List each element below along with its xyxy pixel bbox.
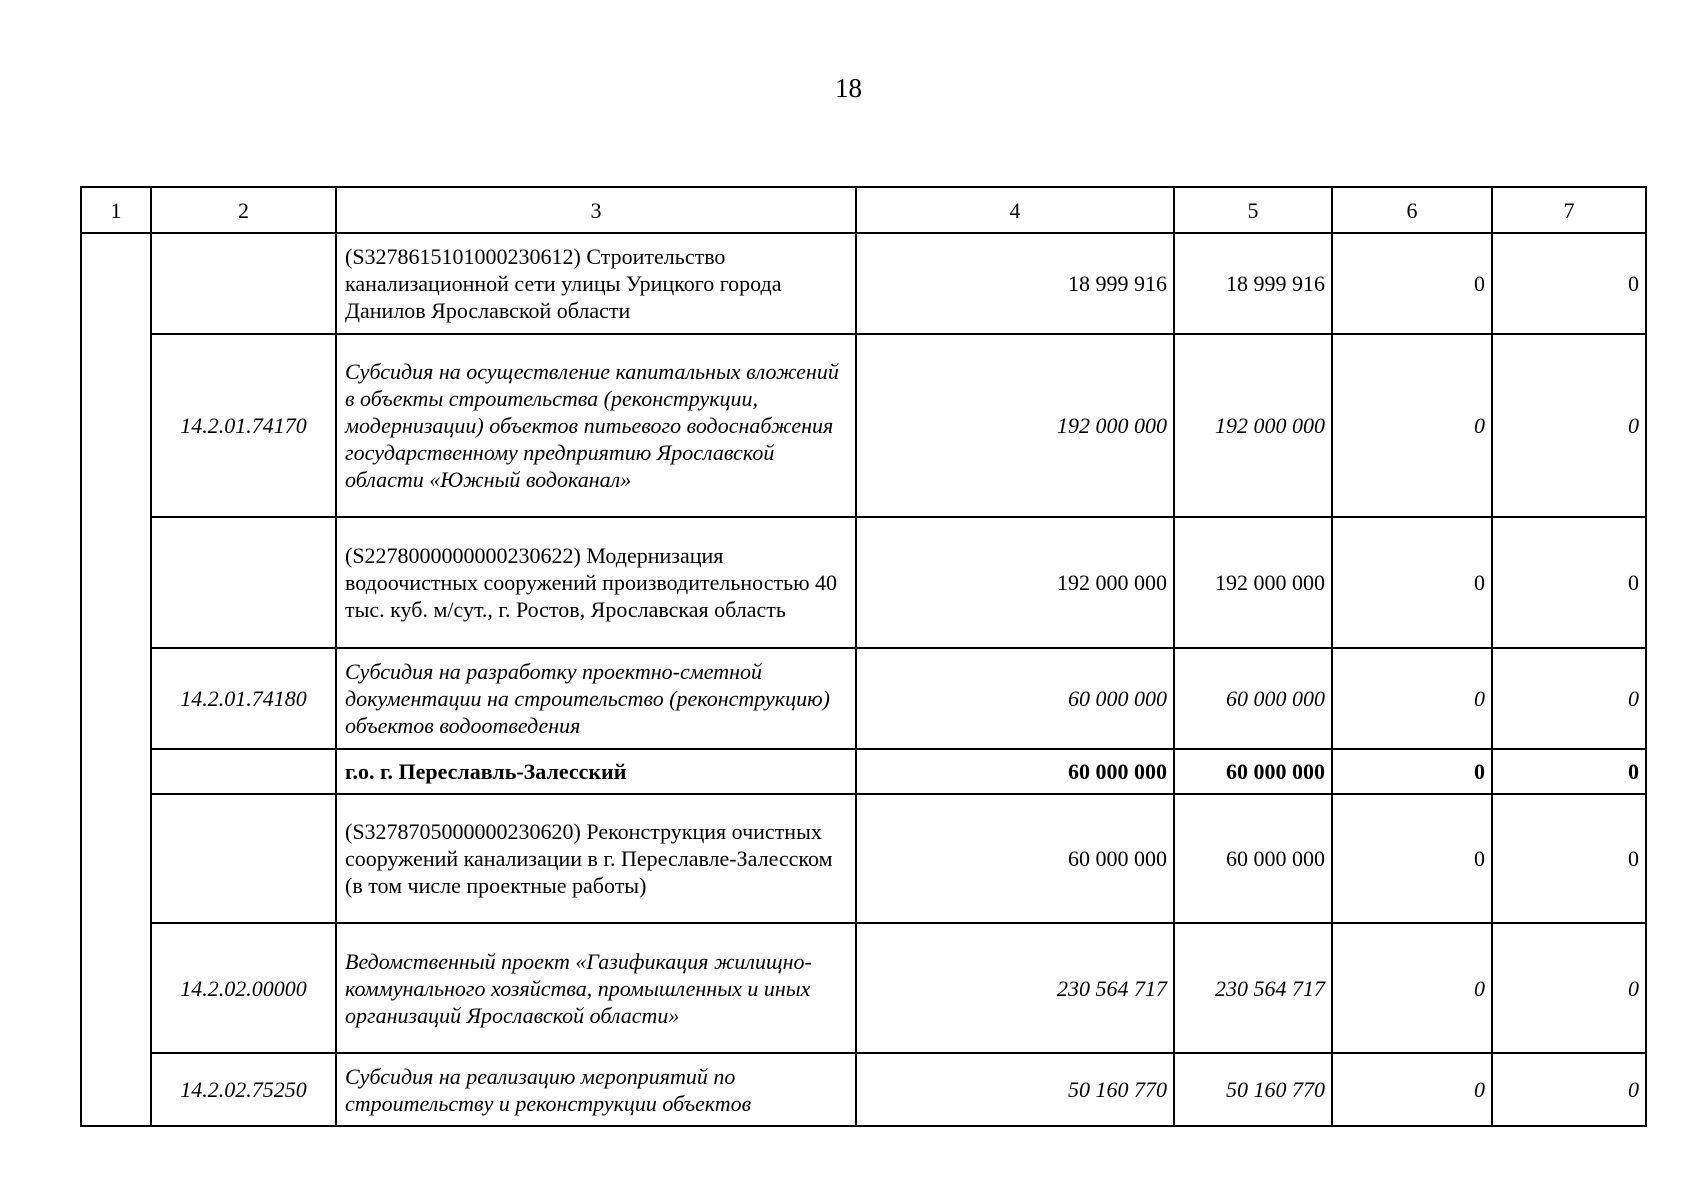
row-name: (S327861510100023061​2) Строительство канализационной сети улицы Урицкого города Данилов Ярославской области [336, 233, 856, 334]
row-code: 14.2.02.75250 [151, 1053, 336, 1126]
row-value-col7: 0 [1492, 749, 1646, 794]
row-code: 14.2.02.00000 [151, 923, 336, 1053]
row-value-col4: 230 564 717 [856, 923, 1174, 1053]
row-value-col4: 60 000 000 [856, 749, 1174, 794]
row-value-col6: 0 [1332, 923, 1492, 1053]
row-value-col7: 0 [1492, 648, 1646, 749]
row-value-col7: 0 [1492, 923, 1646, 1053]
page-number: 18 [835, 73, 862, 103]
table-row [81, 334, 1646, 517]
header-col-7: 7 [1492, 187, 1646, 233]
table-row [81, 794, 1646, 923]
row-value-col4: 50 160 770 [856, 1053, 1174, 1126]
row-code [151, 233, 336, 334]
row-code: 14.2.01.74170 [151, 334, 336, 517]
row-value-col4: 60 000 000 [856, 794, 1174, 923]
row-value-col6: 0 [1332, 794, 1492, 923]
row-value-col6: 0 [1332, 517, 1492, 648]
row-value-col7: 0 [1492, 1053, 1646, 1126]
table-row [81, 749, 1646, 794]
row-value-col4: 60 000 000 [856, 648, 1174, 749]
header-col-4: 4 [856, 187, 1174, 233]
table-row [81, 923, 1646, 1053]
row-name: Субсидия на осуществление капитальных вложений в объекты строительства (реконструкции, модернизации) объектов питьевого водоснабжения государственному предприятию Ярославской области «Южный водоканал» [336, 334, 856, 517]
table-header-row [81, 187, 1646, 233]
row-value-col6: 0 [1332, 334, 1492, 517]
header-col-6: 6 [1332, 187, 1492, 233]
row-value-col4: 18 999 916 [856, 233, 1174, 334]
header-col-1: 1 [81, 187, 151, 233]
row-name: Ведомственный проект «Газификация жилищно-коммунального хозяйства, промышленных и иных организаций Ярославской области» [336, 923, 856, 1053]
row-value-col5: 60 000 000 [1174, 749, 1332, 794]
header-col-3: 3 [336, 187, 856, 233]
row-name: (S3278705000000230620) Реконструкция очистных сооружений канализации в г. Переславле-Залесском (в том числе проектные работы) [336, 794, 856, 923]
row-value-col5: 60 000 000 [1174, 794, 1332, 923]
row-value-col5: 230 564 717 [1174, 923, 1332, 1053]
row-value-col4: 192 000 000 [856, 334, 1174, 517]
row-value-col7: 0 [1492, 334, 1646, 517]
table-row [81, 517, 1646, 648]
row-code [151, 517, 336, 648]
row-name: г.о. г. Переславль-Залесский [336, 749, 856, 794]
table-row [81, 233, 1646, 334]
row-value-col7: 0 [1492, 233, 1646, 334]
section-number-cell [81, 233, 151, 1126]
row-value-col5: 192 000 000 [1174, 517, 1332, 648]
table-row [81, 1053, 1646, 1126]
budget-table [80, 186, 1647, 1127]
row-value-col6: 0 [1332, 1053, 1492, 1126]
table-row [81, 648, 1646, 749]
row-value-col7: 0 [1492, 517, 1646, 648]
row-name: Субсидия на разработку проектно-сметной документации на строительство (реконструкцию) объектов водоотведения [336, 648, 856, 749]
row-value-col4: 192 000 000 [856, 517, 1174, 648]
row-name: (S2278000000000230622) Модернизация водоочистных сооружений производительностью 40 тыс. куб. м/сут., г. Ростов, Ярославская область [336, 517, 856, 648]
row-value-col5: 60 000 000 [1174, 648, 1332, 749]
row-code [151, 794, 336, 923]
row-value-col7: 0 [1492, 794, 1646, 923]
header-col-2: 2 [151, 187, 336, 233]
header-col-5: 5 [1174, 187, 1332, 233]
row-code [151, 749, 336, 794]
row-value-col6: 0 [1332, 749, 1492, 794]
row-value-col5: 192 000 000 [1174, 334, 1332, 517]
row-value-col6: 0 [1332, 233, 1492, 334]
row-value-col5: 18 999 916 [1174, 233, 1332, 334]
row-value-col6: 0 [1332, 648, 1492, 749]
row-name: Субсидия на реализацию мероприятий по строительству и реконструкции объектов [336, 1053, 856, 1126]
row-code: 14.2.01.74180 [151, 648, 336, 749]
row-value-col5: 50 160 770 [1174, 1053, 1332, 1126]
